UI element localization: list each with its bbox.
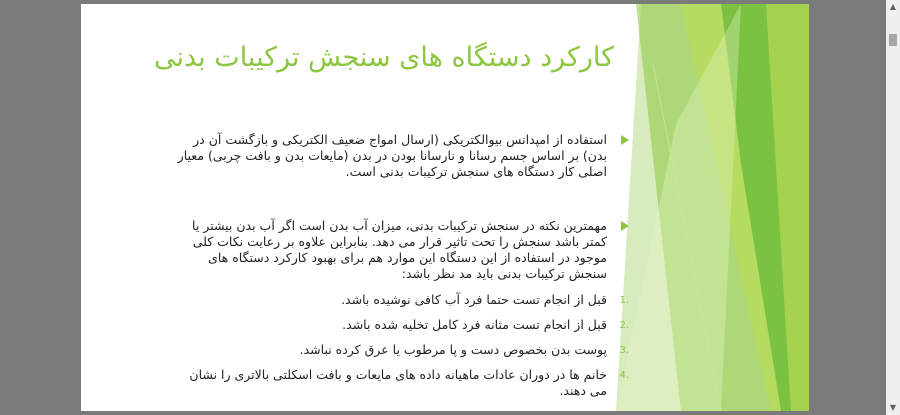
slide-title: کارکرد دستگاه های سنجش ترکیبات بدنی bbox=[153, 42, 614, 73]
item-number: 4. bbox=[619, 370, 629, 381]
scrollbar-thumb[interactable] bbox=[889, 34, 897, 46]
item-number: 2. bbox=[619, 320, 629, 331]
bullet-arrow-icon bbox=[621, 135, 629, 145]
item-number: 1. bbox=[619, 295, 629, 306]
numbered-item bbox=[169, 367, 629, 399]
slide bbox=[81, 4, 809, 411]
item-text: پوست بدن بخصوص دست و پا مرطوب یا عرق کرده نباشد. bbox=[299, 342, 607, 357]
vertical-scrollbar[interactable] bbox=[886, 0, 900, 415]
numbered-item bbox=[169, 317, 629, 333]
numbered-item bbox=[169, 292, 629, 308]
bullet-arrow-icon bbox=[621, 221, 629, 231]
bullet-point bbox=[169, 218, 629, 282]
numbered-item bbox=[169, 342, 629, 358]
scroll-down-icon[interactable]: ▼ bbox=[889, 403, 897, 412]
item-number: 3. bbox=[619, 345, 629, 356]
item-text: خانم ها در دوران عادات ماهیانه داده های مایعات و بافت اسکلتی بالاتری را نشان می دهند. bbox=[189, 367, 607, 398]
item-text: قبل از انجام تست حتما فرد آب کافی نوشیده باشد. bbox=[341, 292, 607, 307]
bullet-point bbox=[169, 132, 629, 180]
scroll-up-icon[interactable]: ▲ bbox=[889, 2, 897, 11]
bullet-list bbox=[169, 132, 629, 408]
item-text: قبل از انجام تست مثانه فرد کامل تخلیه شده باشد. bbox=[342, 317, 607, 332]
bullet-text: استفاده از امپدانس بیوالکتریکی (ارسال امواج ضعیف الکتریکی و بازگشت آن در بدن) بر اساس جسم رسانا و نارسانا بودن در بدن (مایعات بدن و بافت چربی) معیار اصلی کار دستگاه های سنجش ترکیبات بدنی است. bbox=[177, 132, 607, 179]
bullet-text: مهمترین نکته در سنجش ترکیبات بدنی، میزان آب بدن است اگر آب بدن بیشتر یا کمتر باشد سنجش را تحت تاثیر قرار می دهد. بنابراین علاوه بر رعایت نکات کلی موجود در استفاده از این دستگاه این موارد هم برای بهبود کارکرد دستگاه های سنجش ترکیبات بدنی باید مد نظر باشد: bbox=[192, 218, 607, 281]
